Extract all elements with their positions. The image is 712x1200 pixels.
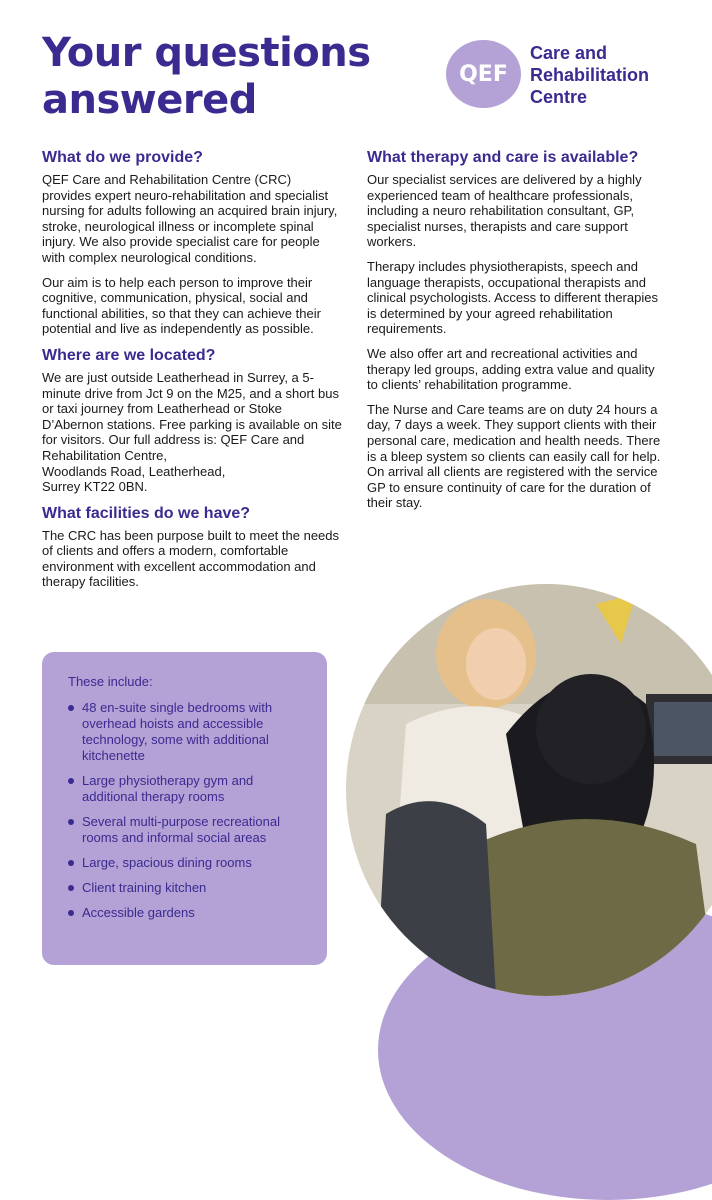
include-title: These include: bbox=[68, 674, 153, 689]
logo-wordmark bbox=[530, 42, 649, 108]
list-item: Large physiotherapy gym and additional therapy rooms bbox=[68, 773, 309, 805]
section-therapy bbox=[367, 148, 667, 511]
photo-therapist-with-client bbox=[346, 584, 712, 996]
page-title bbox=[42, 30, 371, 124]
list-item: 48 en-suite single bedrooms with overhead hoists and accessible technology, some with additional kitchenette bbox=[68, 700, 309, 764]
logo-line-1: Care and bbox=[530, 43, 608, 63]
left-column bbox=[42, 148, 342, 599]
heading-facilities: What facilities do we have? bbox=[42, 504, 251, 522]
therapy-paragraph-4: The Nurse and Care teams are on duty 24 hours a day, 7 days a week. They support clients with their personal care, medication and health needs. There is a bleep system so clients can easily call for help. On arrival all clients are registered with the service GP to ensure continuity of care for the duration of their stay. bbox=[367, 401, 661, 511]
qef-logo bbox=[446, 40, 686, 112]
heading-provide: What do we provide? bbox=[42, 149, 203, 166]
located-text: We are just outside Leatherhead in Surrey, a 5-minute drive from Jct 9 on the M25, and a short bus or taxi journey from Leatherhead or Stoke D’Abernon stations. Free parking is available on site for visitors. Our full address is: QEF Care and Rehabilitation Centre, bbox=[42, 369, 342, 463]
list-item: Accessible gardens bbox=[68, 905, 309, 921]
right-column bbox=[367, 148, 667, 520]
qef-logo-mark: QEF bbox=[446, 40, 521, 108]
section-facilities bbox=[42, 504, 342, 590]
located-paragraph bbox=[42, 370, 342, 495]
therapy-paragraph-2: Therapy includes physiotherapists, speech and language therapists, occupational therapists and clinical psychologists. Access to different therapies is determined by your agreed rehabilitation requirements. bbox=[367, 258, 658, 337]
heading-therapy: What therapy and care is available? bbox=[367, 149, 639, 166]
address-line-1: Woodlands Road, Leatherhead, bbox=[42, 463, 226, 479]
heading-located: Where are we located? bbox=[42, 346, 216, 364]
facilities-paragraph: The CRC has been purpose built to meet the needs of clients and offers a modern, comfortable environment with excellent accommodation and therapy facilities. bbox=[42, 527, 340, 590]
list-item: Client training kitchen bbox=[68, 880, 309, 896]
logo-line-2: Rehabilitation bbox=[530, 65, 650, 85]
title-line-1: Your questions bbox=[42, 30, 371, 76]
section-provide bbox=[42, 148, 342, 337]
logo-line-3: Centre bbox=[530, 87, 588, 107]
facilities-include-box bbox=[42, 652, 327, 965]
title-line-2: answered bbox=[42, 77, 257, 123]
section-located bbox=[42, 346, 342, 495]
provide-paragraph-2: Our aim is to help each person to improve their cognitive, communication, physical, social and functional abilities, so that they can achieve their potential and live as independently as possible. bbox=[42, 274, 321, 337]
therapy-paragraph-1: Our specialist services are delivered by a highly experienced team of healthcare professionals, including a neuro rehabilitation consultant, GP, specialist nurses, therapists and care support workers. bbox=[367, 172, 642, 250]
photo-illustration bbox=[346, 584, 712, 996]
therapy-paragraph-3: We also offer art and recreational activities and therapy led groups, adding extra value and quality to clients’ rehabilitation programme. bbox=[367, 345, 655, 393]
include-list bbox=[68, 700, 309, 921]
address-line-2: Surrey KT22 0BN. bbox=[42, 479, 148, 495]
list-item: Large, spacious dining rooms bbox=[68, 855, 309, 871]
list-item: Several multi-purpose recreational rooms and informal social areas bbox=[68, 814, 309, 846]
provide-paragraph-1: QEF Care and Rehabilitation Centre (CRC) provides expert neuro-rehabilitation and specialist nursing for adults following an acquired brain injury, stroke, neurological illness or incomplete spinal injury. We also provide specialist care for people with complex neurological conditions. bbox=[42, 172, 338, 265]
